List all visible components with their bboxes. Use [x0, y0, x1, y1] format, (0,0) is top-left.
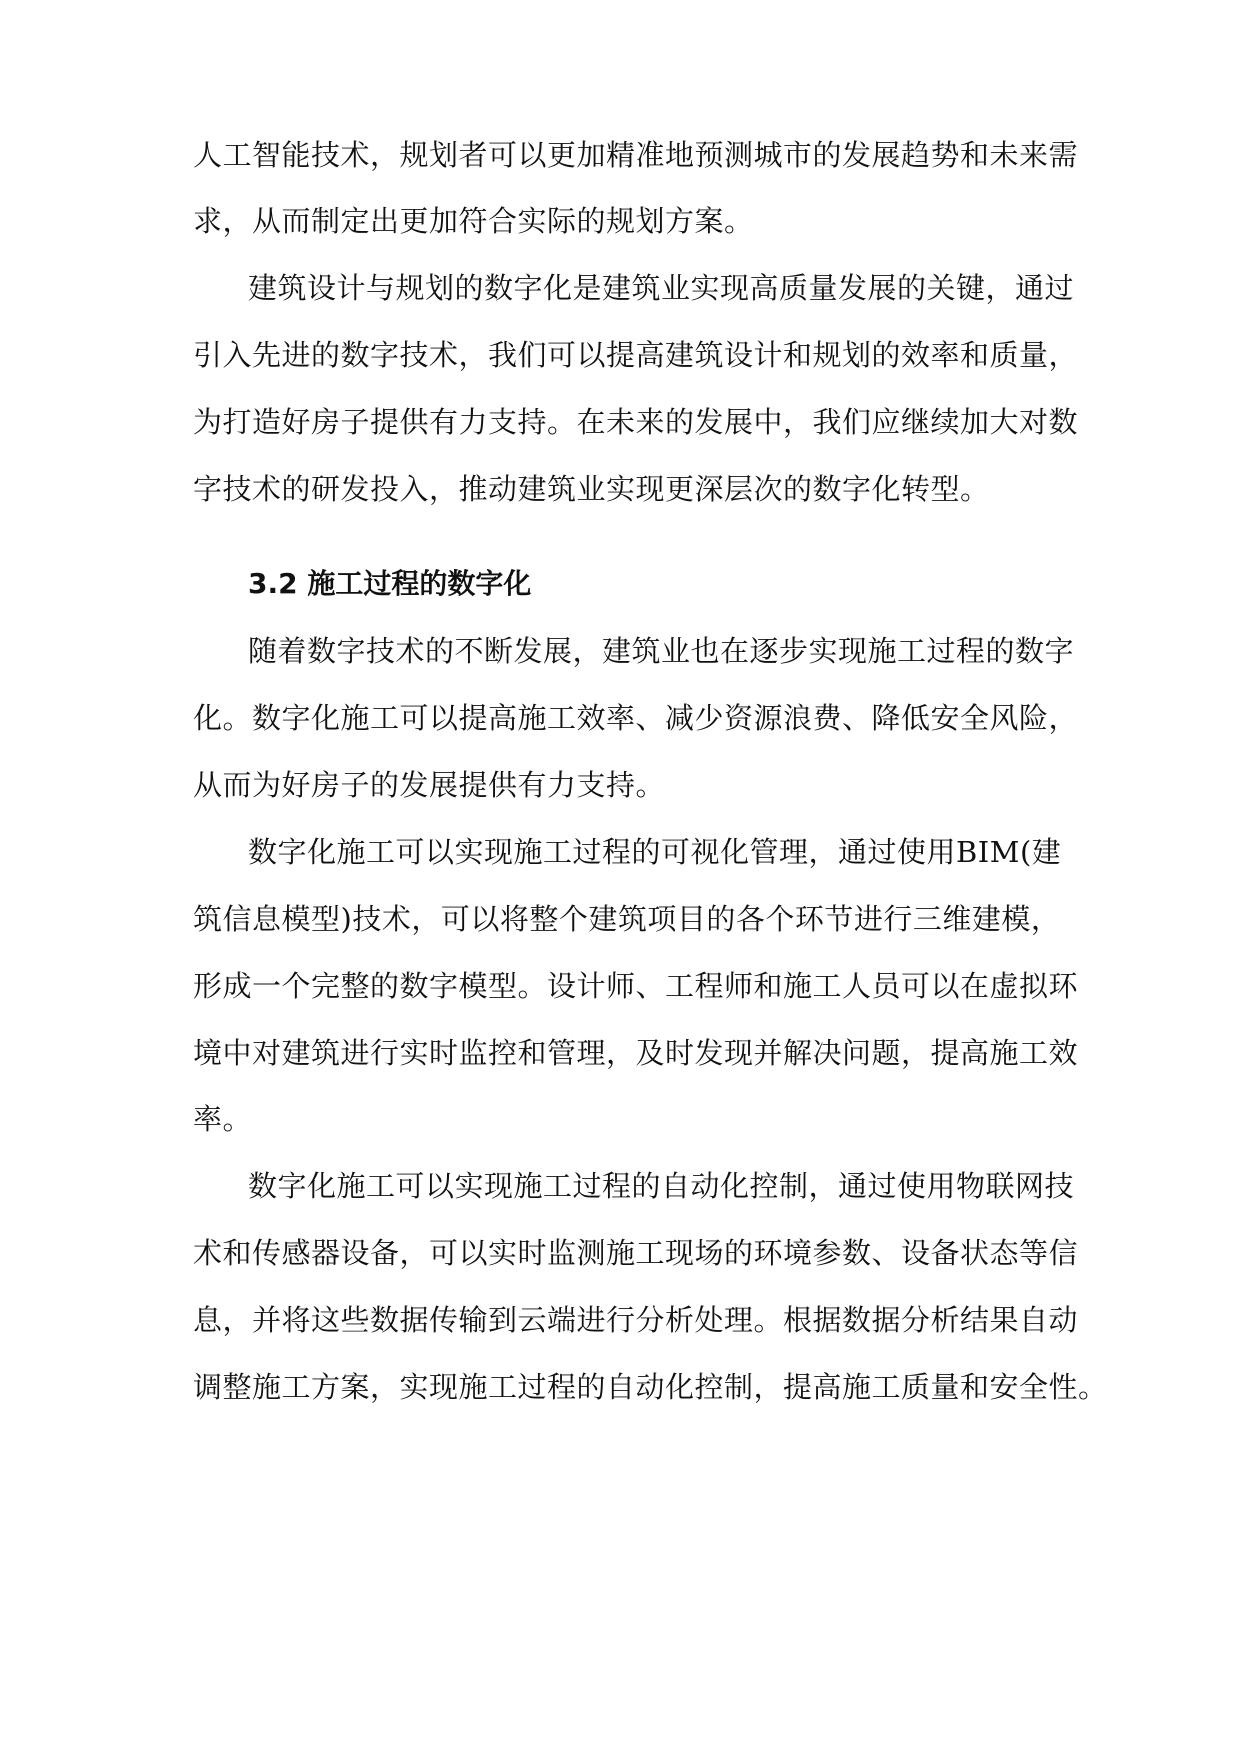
paragraph-line: 随着数字技术的不断发展，建筑业也在逐步实现施工过程的数字 [248, 634, 1075, 668]
paragraph-line: 息，并将这些数据传输到云端进行分析处理。根据数据分析结果自动 [193, 1303, 1079, 1337]
paragraph-line: 化。数字化施工可以提高施工效率、减少资源浪费、降低安全风险， [193, 701, 1079, 735]
paragraph-line: 引入先进的数字技术，我们可以提高建筑设计和规划的效率和质量， [193, 338, 1079, 372]
paragraph-line: 为打造好房子提供有力支持。在未来的发展中，我们应继续加大对数 [193, 405, 1079, 439]
paragraph-line: 术和传感器设备，可以实时监测施工现场的环境参数、设备状态等信 [193, 1236, 1079, 1270]
paragraph-line: 率。 [193, 1102, 253, 1136]
paragraph-line: 人工智能技术，规划者可以更加精准地预测城市的发展趋势和未来需 [193, 138, 1079, 172]
paragraph-line: 求，从而制定出更加符合实际的规划方案。 [193, 204, 754, 238]
paragraph-line: 调整施工方案，实现施工过程的自动化控制，提高施工质量和安全性。 [193, 1370, 1108, 1404]
paragraph-line: 数字化施工可以实现施工过程的可视化管理，通过使用BIM(建 [248, 835, 1062, 869]
section-heading: 3.2 施工过程的数字化 [248, 567, 532, 600]
paragraph-line: 字技术的研发投入，推动建筑业实现更深层次的数字化转型。 [193, 472, 990, 506]
paragraph-line: 建筑设计与规划的数字化是建筑业实现高质量发展的关键，通过 [248, 271, 1075, 305]
paragraph-line: 数字化施工可以实现施工过程的自动化控制，通过使用物联网技 [248, 1169, 1075, 1203]
paragraph-line: 筑信息模型)技术，可以将整个建筑项目的各个环节进行三维建模， [193, 902, 1061, 936]
paragraph-line: 形成一个完整的数字模型。设计师、工程师和施工人员可以在虚拟环 [193, 969, 1079, 1003]
paragraph-line: 从而为好房子的发展提供有力支持。 [193, 768, 666, 802]
paragraph-line: 境中对建筑进行实时监控和管理，及时发现并解决问题，提高施工效 [193, 1036, 1079, 1070]
